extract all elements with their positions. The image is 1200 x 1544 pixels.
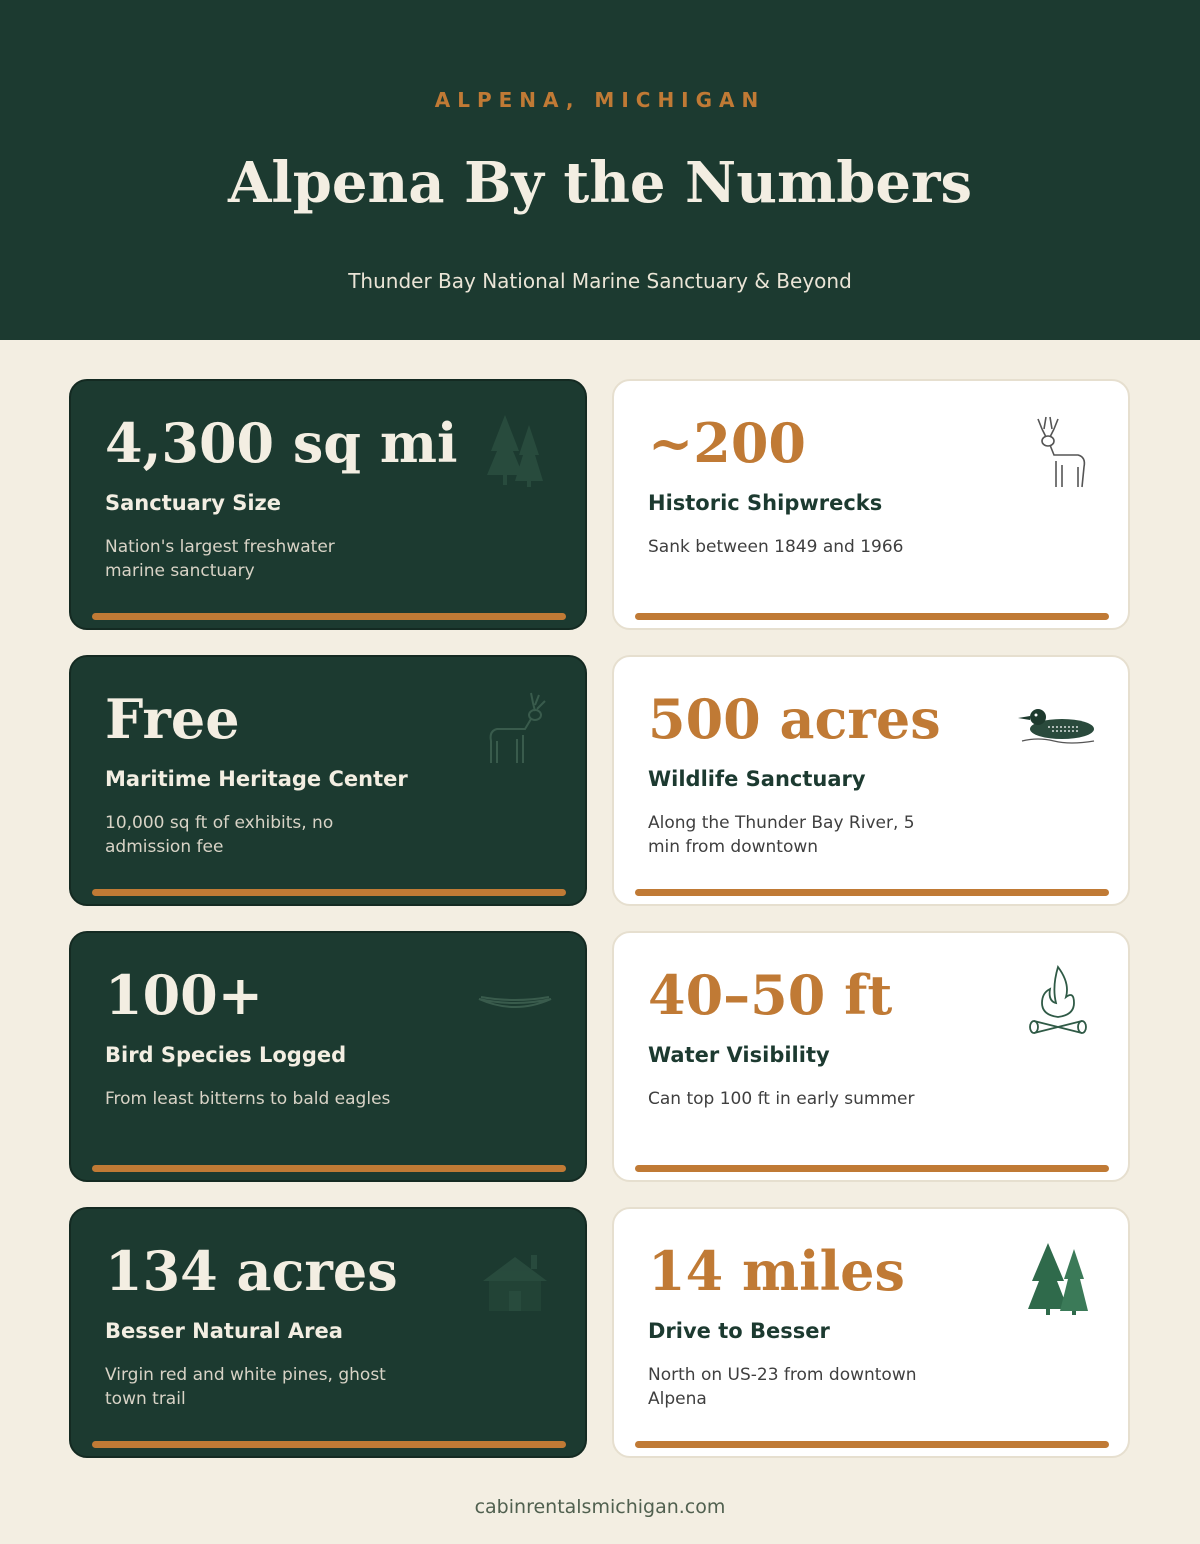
accent-bar [92, 889, 566, 896]
stat-card-wildlife-sanctuary [612, 655, 1130, 906]
stat-label: Water Visibility [648, 1043, 830, 1067]
campfire-icon [1018, 963, 1098, 1043]
accent-bar [635, 613, 1109, 620]
page-title: Alpena By the Numbers [227, 150, 973, 216]
accent-bar [635, 1441, 1109, 1448]
canoe-icon [475, 963, 555, 1043]
stat-label: Historic Shipwrecks [648, 491, 883, 515]
stat-value: 500 acres [648, 687, 941, 751]
stat-label: Maritime Heritage Center [105, 767, 408, 791]
stat-card-drive-to-besser [612, 1207, 1130, 1458]
stat-description: 10,000 sq ft of exhibits, no admission fee [105, 813, 334, 857]
stat-value: ~200 [648, 411, 806, 475]
stat-description: Sank between 1849 and 1966 [648, 537, 904, 557]
accent-bar [92, 1165, 566, 1172]
stat-description: Virgin red and white pines, ghost town trail [105, 1365, 386, 1409]
accent-bar [635, 1165, 1109, 1172]
accent-bar [635, 889, 1109, 896]
stat-label: Besser Natural Area [105, 1319, 343, 1343]
deer-icon [1018, 411, 1098, 491]
stat-value: 4,300 sq mi [105, 411, 458, 475]
stat-value: 14 miles [648, 1239, 905, 1303]
footer-site-link[interactable]: cabinrentalsmichigan.com [474, 1496, 726, 1518]
stat-card-water-visibility [612, 931, 1130, 1182]
stat-description: Along the Thunder Bay River, 5 min from downtown [648, 813, 915, 857]
stat-value: 134 acres [105, 1239, 398, 1303]
header-banner [0, 0, 1200, 340]
stat-value: 100+ [105, 963, 263, 1027]
stat-card-sanctuary-size [69, 379, 587, 630]
stat-value: 40–50 ft [648, 963, 893, 1027]
stat-label: Wildlife Sanctuary [648, 767, 866, 791]
stat-description: Can top 100 ft in early summer [648, 1089, 915, 1109]
stat-label: Bird Species Logged [105, 1043, 347, 1067]
stat-description: Nation's largest freshwater marine sanctuary [105, 537, 335, 581]
accent-bar [92, 1441, 566, 1448]
stat-card-shipwrecks [612, 379, 1130, 630]
stat-card-besser-area [69, 1207, 587, 1458]
pine-trees-icon [475, 411, 555, 491]
stat-label: Sanctuary Size [105, 491, 281, 515]
stat-description: From least bitterns to bald eagles [105, 1089, 391, 1109]
stat-label: Drive to Besser [648, 1319, 830, 1343]
loon-icon [1018, 687, 1098, 767]
stat-card-heritage-center [69, 655, 587, 906]
pine-trees-icon [1018, 1239, 1098, 1319]
stat-description: North on US-23 from downtown Alpena [648, 1365, 917, 1409]
page-subtitle: Thunder Bay National Marine Sanctuary & Beyond [348, 269, 852, 293]
cabin-icon [475, 1239, 555, 1319]
elk-icon [475, 687, 555, 767]
stat-card-bird-species [69, 931, 587, 1182]
location-eyebrow: ALPENA, MICHIGAN [434, 88, 766, 112]
stat-value: Free [105, 687, 240, 751]
accent-bar [92, 613, 566, 620]
